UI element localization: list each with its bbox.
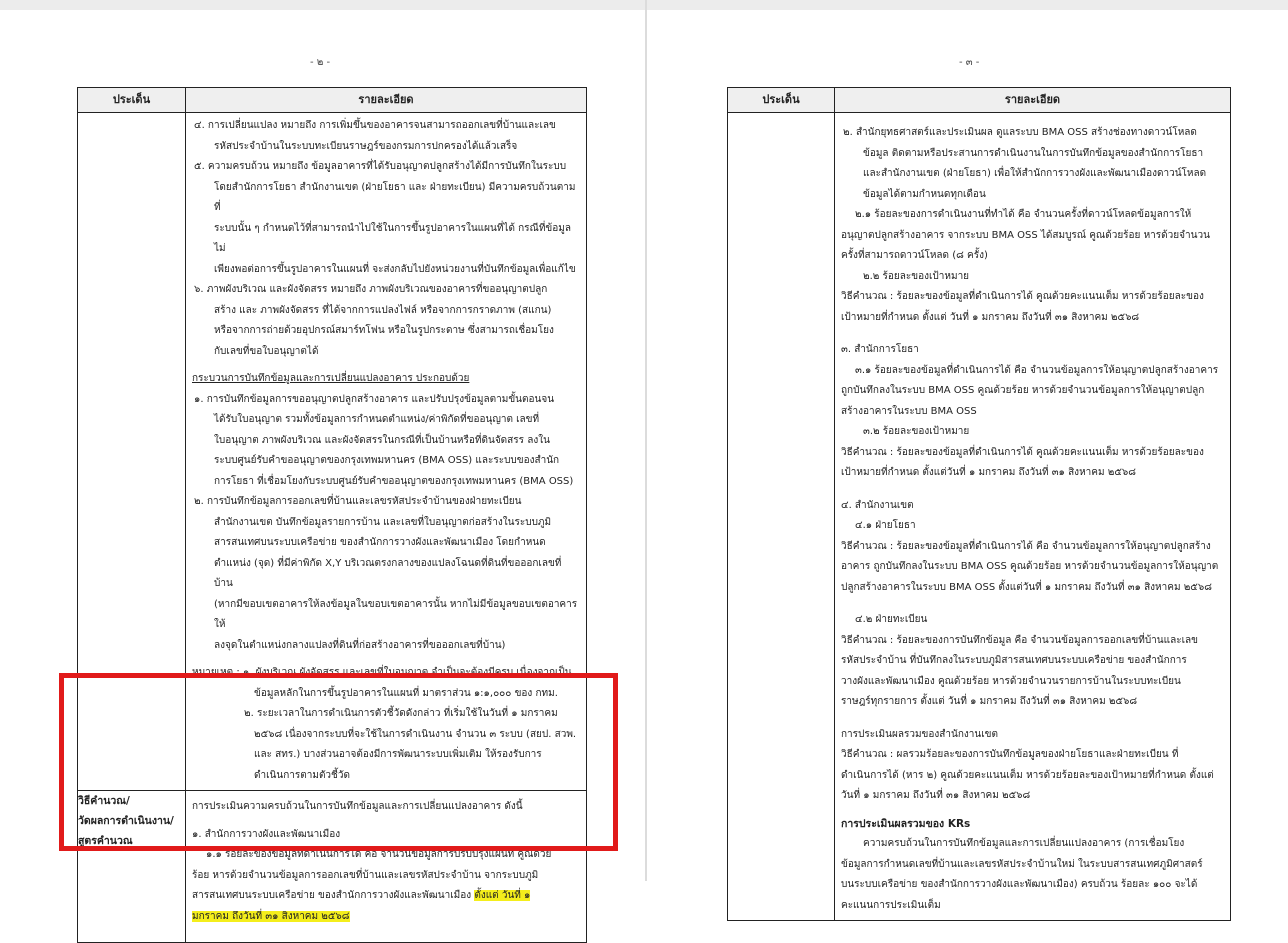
text-line: สร้าง และ ภาพผังจัดสรร ที่ได้จากการแปลงไฟล์ หรือจากการกราดภาพ (สแกน): [214, 304, 552, 316]
text-line: ดำเนินการได้ (หาร ๒) คูณด้วยคะแนนเต็ม หารด้วยร้อยละของเป้าหมายที่กำหนด ตั้งแต่: [841, 769, 1214, 781]
text-line: การประเมินความครบถ้วนในการบันทึกข้อมูลและการเปลี่ยนแปลงอาคาร ดังนี้: [192, 801, 523, 812]
text-line: ๔. สำนักงานเขต: [841, 499, 914, 511]
text-line: ได้รับใบอนุญาต รวมทั้งข้อมูลการกำหนดตำแหน่ง/ค่าพิกัดที่ขออนุญาต เลขที่: [214, 414, 540, 425]
label-line: วัดผลการดำเนินงาน/: [78, 815, 174, 827]
text-line: ระบบนั้น ๆ กำหนดไว้ที่สามารถนำไปใช้ในการขึ้นรูปอาคารในแผนที่ได้ กรณีที่ข้อมูลไม่: [214, 222, 571, 254]
detail-cell-definitions: [186, 113, 587, 791]
header-topic: ประเด็น: [78, 88, 186, 113]
label-line: สูตรคำนวณ: [78, 835, 133, 847]
text-line: ๒.๑ ร้อยละของการดำเนินงานที่ทำได้ คือ จำนวนครั้งที่ดาวน์โหลดข้อมูลการให้: [855, 209, 1192, 220]
text-line: ราษฎร์ทุกรายการ ตั้งแต่ วันที่ ๑ มกราคม ถึงวันที่ ๓๑ สิงหาคม ๒๕๖๘: [841, 696, 1138, 707]
text-line: วิธีคำนวณ : ผลรวมร้อยละของการบันทึกข้อมูลของฝ่ายโยธาและฝ่ายทะเบียน ที่: [841, 749, 1179, 760]
note-line: ๒๕๖๘ เนื่องจากระบบที่จะใช้ในการดำเนินงาน จำนวน ๓ ระบบ (สยป. สวพ.: [254, 728, 577, 740]
section-heading: การประเมินผลรวมของ KRs: [841, 817, 971, 830]
text-line: ๕. ความครบถ้วน หมายถึง ข้อมูลอาคารที่ได้รับอนุญาตปลูกสร้างได้มีการบันทึกในระบบ: [194, 161, 567, 172]
text-line: [192, 907, 580, 928]
text-line: ลงจุดในตำแหน่งกลางแปลงที่ดินที่ก่อสร้างอาคารที่ขอออกเลขที่บ้าน): [214, 639, 506, 651]
text-line: ๓. สำนักการโยธา: [841, 344, 919, 355]
text-line: ๔.๒ ฝ่ายทะเบียน: [855, 614, 928, 625]
topic-cell-empty: [728, 113, 835, 921]
text-line: ๑. สำนักการวางผังและพัฒนาเมือง: [192, 828, 341, 840]
text-line: ปลูกสร้างอาคารในระบบ BMA OSS ตั้งแต่วันที่ ๑ มกราคม ถึงวันที่ ๓๑ สิงหาคม ๒๕๖๘: [841, 581, 1212, 593]
text-line: [192, 886, 580, 907]
text-line: วันที่ ๑ มกราคม ถึงวันที่ ๓๑ สิงหาคม ๒๕๖๘: [841, 790, 1031, 801]
label-line: วิธีคำนวณ/: [78, 795, 130, 807]
text-line: ๓.๒ ร้อยละของเป้าหมาย: [863, 426, 970, 437]
text-line: ๔. การเปลี่ยนแปลง หมายถึง การเพิ่มขึ้นของอาคารจนสามารถออกเลขที่บ้านและเลข: [194, 120, 556, 131]
text-line: รหัสประจำบ้านในระบบทะเบียนราษฎร์ของกรมการปกครองได้แล้วเสร็จ: [214, 140, 518, 152]
text-line: สำนักงานเขต บันทึกข้อมูลรายการบ้าน และเลขที่ใบอนุญาตก่อสร้างในระบบภูมิ: [214, 516, 552, 528]
note-line: ข้อมูลหลักในการขึ้นรูปอาคารในแผนที่ มาตราส่วน ๑:๑,๐๐๐ ของ กทม.: [254, 687, 558, 699]
page-3: [647, 10, 1288, 911]
text-line: ข้อมูล ติดตามหรือประสานการดำเนินงานในการบันทึกข้อมูลของสำนักการโยธา: [863, 147, 1204, 159]
section-heading: กระบวนการบันทึกข้อมูลและการเปลี่ยนแปลงอาคาร ประกอบด้วย: [192, 373, 470, 384]
text-line: ความครบถ้วนในการบันทึกข้อมูลและการเปลี่ยนแปลงอาคาร (การเชื่อมโยง: [863, 838, 1185, 849]
note-line: ดำเนินการตามตัวชี้วัด: [254, 769, 350, 781]
note-line: หมายเหตุ : ๑. ผังบริเวณ ผังจัดสรร และเลขที่ใบอนุญาต จำเป็นจะต้องมีครบ เนื่องจากเป็น: [192, 667, 572, 678]
note-line: และ สทร.) บางส่วนอาจต้องมีการพัฒนาระบบเพิ่มเติม ให้รองรับการ: [254, 749, 542, 760]
viewer-top-strip: [0, 0, 1288, 10]
text-line: ข้อมูลได้ตามกำหนดทุกเดือน: [863, 188, 986, 200]
text-line: (หากมีขอบเขตอาคารให้ลงข้อมูลในขอบเขตอาคารนั้น หากไม่มีข้อมูลขอบเขตอาคารให้: [214, 598, 578, 630]
header-detail: รายละเอียด: [186, 88, 587, 113]
text-line: รหัสประจำบ้าน ที่บันทึกลงในระบบภูมิสารสนเทศบนระบบเครือข่าย ของสำนักการ: [841, 655, 1187, 666]
page-number: - ๒ -: [310, 57, 331, 68]
header-detail: รายละเอียด: [835, 88, 1231, 113]
text-line: วิธีคำนวณ : ร้อยละของการบันทึกข้อมูล คือ จำนวนข้อมูลการออกเลขที่บ้านและเลข: [841, 634, 1198, 646]
text-line: ครั้งที่สามารถดาวน์โหลด (๘ ครั้ง): [841, 250, 988, 261]
text-line: วางผังและพัฒนาเมือง คูณด้วยร้อย หารด้วยจำนวนรายการบ้านในระบบทะเบียน: [841, 675, 1181, 687]
text-line: สารสนเทศบนระบบเครือข่าย ของสำนักการวางผังและพัฒนาเมือง โดยกำหนด: [214, 537, 546, 548]
note-line: ๒. ระยะเวลาในการดำเนินการตัวชี้วัดดังกล่าว ที่เริ่มใช้ในวันที่ ๑ มกราคม: [244, 708, 558, 719]
detail-cell: [835, 113, 1231, 921]
text-line: ใบอนุญาต ภาพผังบริเวณ และผังจัดสรรในกรณีที่เป็นบ้านหรือที่ดินจัดสรร ลงใน: [214, 434, 550, 446]
detail-cell-calculation: [186, 791, 587, 943]
text-line: บนระบบเครือข่าย ของสำนักการวางผังและพัฒนาเมือง) ครบถ้วน ร้อยละ ๑๐๐ จะได้: [841, 879, 1198, 890]
text-line: วิธีคำนวณ : ร้อยละของข้อมูลที่ดำเนินการได้ คูณด้วยคะแนนเต็ม หารด้วยร้อยละของ: [841, 291, 1204, 302]
text-line: ข้อมูลการกำหนดเลขที่บ้านและเลขรหัสประจำบ้านใหม่ ในระบบสารสนเทศภูมิศาสตร์: [841, 858, 1203, 870]
text-line: การประเมินผลรวมของสำนักงานเขต: [841, 728, 998, 740]
highlighted-text: มกราคม ถึงวันที่ ๓๑ สิงหาคม ๒๕๖๘: [192, 910, 350, 922]
text-line: ๔.๑ ฝ่ายโยธา: [855, 520, 916, 531]
text-line: อาคาร ถูกบันทึกลงในระบบ BMA OSS คูณด้วยร้อย หารด้วยจำนวนข้อมูลการให้อนุญาต: [841, 561, 1219, 572]
text-line: กับเลขที่ขอใบอนุญาตได้: [214, 345, 319, 357]
text-span: สารสนเทศบนระบบเครือข่าย ของสำนักการวางผังและพัฒนาเมือง: [192, 890, 472, 901]
text-line: คะแนนการประเมินเต็ม: [841, 899, 941, 911]
text-line: หรือจากการถ่ายด้วยอุปกรณ์สมาร์ทโฟน หรือในรูปกระดาษ ซึ่งสามารถเชื่อมโยง: [214, 325, 554, 336]
header-topic: ประเด็น: [728, 88, 835, 113]
text-line: ร้อย หารด้วยจำนวนข้อมูลการออกเลขที่บ้านและเลขรหัสประจำบ้าน จากระบบภูมิ: [192, 869, 539, 881]
text-line: วิธีคำนวณ : ร้อยละของข้อมูลที่ดำเนินการได้ คูณด้วยคะแนนเต็ม หารด้วยร้อยละของ: [841, 446, 1204, 458]
text-line: ๖. ภาพผังบริเวณ และผังจัดสรร หมายถึง ภาพผังบริเวณของอาคารที่ขออนุญาตปลูก: [194, 284, 548, 295]
text-line: ๒. สำนักยุทธศาสตร์และประเมินผล ดูแลระบบ BMA OSS สร้างช่องทางดาวน์โหลด: [843, 127, 1197, 138]
text-line: ๑.๑ ร้อยละของข้อมูลที่ดำเนินการได้ คือ จำนวนข้อมูลการปรับปรุงแผนที่ คูณด้วย: [206, 849, 552, 860]
detail-table: [77, 87, 587, 943]
text-line: วิธีคำนวณ : ร้อยละของข้อมูลที่ดำเนินการได้ คือ จำนวนข้อมูลการให้อนุญาตปลูกสร้าง: [841, 540, 1211, 552]
text-line: เพียงพอต่อการขึ้นรูปอาคารในแผนที่ จะส่งกลับไปยังหน่วยงานที่บันทึกข้อมูลเพื่อแก้ไข: [214, 263, 576, 275]
text-line: เป้าหมายที่กำหนด ตั้งแต่ วันที่ ๑ มกราคม ถึงวันที่ ๓๑ สิงหาคม ๒๕๖๘: [841, 311, 1140, 323]
text-line: สร้างอาคารในระบบ BMA OSS: [841, 405, 977, 417]
text-line: ระบบศูนย์รับคำขออนุญาตของกรุงเทพมหานคร (BMA OSS) และระบบของสำนัก: [214, 455, 560, 466]
text-line: ถูกบันทึกลงในระบบ BMA OSS คูณด้วยร้อย หารด้วยจำนวนข้อมูลการให้อนุญาตปลูก: [841, 385, 1205, 396]
highlighted-text: ตั้งแต่ วันที่ ๑: [474, 890, 531, 901]
page-2: [0, 10, 645, 922]
topic-cell-empty: [78, 113, 186, 791]
text-line: ๒.๒ ร้อยละของเป้าหมาย: [863, 270, 970, 282]
text-line: เป้าหมายที่กำหนด ตั้งแต่วันที่ ๑ มกราคม ถึงวันที่ ๓๑ สิงหาคม ๒๕๖๘: [841, 467, 1136, 478]
text-line: อนุญาตปลูกสร้างอาคาร จากระบบ BMA OSS ได้สมบูรณ์ คูณด้วยร้อย หารด้วยจำนวน: [841, 229, 1210, 241]
text-line: การโยธา ที่เชื่อมโยงกับระบบศูนย์รับคำขออนุญาตของกรุงเทพมหานคร (BMA OSS): [214, 475, 574, 487]
text-line: ตำแหน่ง (จุด) ที่มีค่าพิกัด X,Y บริเวณตรงกลางของแปลงโฉนดที่ดินที่ขอออกเลขที่บ้าน: [214, 557, 562, 589]
detail-table: [727, 87, 1231, 921]
text-line: โดยสำนักการโยธา สำนักงานเขต (ฝ่ายโยธา และ ฝ่ายทะเบียน) มีความครบถ้วนตามที่: [214, 181, 576, 213]
text-line: และสำนักงานเขต (ฝ่ายโยธา) เพื่อให้สำนักการวางผังและพัฒนาเมืองดาวน์โหลด: [863, 168, 1207, 179]
text-line: ๓.๑ ร้อยละของข้อมูลที่ดำเนินการได้ คือ จำนวนข้อมูลการให้อนุญาตปลูกสร้างอาคาร: [855, 364, 1219, 376]
text-line: ๒. การบันทึกข้อมูลการออกเลขที่บ้านและเลขรหัสประจำบ้านของฝ่ายทะเบียน: [194, 496, 522, 507]
topic-cell-calculation: [78, 791, 186, 943]
page-number: - ๓ -: [959, 57, 980, 68]
text-line: ๑. การบันทึกข้อมูลการขออนุญาตปลูกสร้างอาคาร และปรับปรุงข้อมูลตามขั้นตอนจน: [194, 393, 555, 405]
